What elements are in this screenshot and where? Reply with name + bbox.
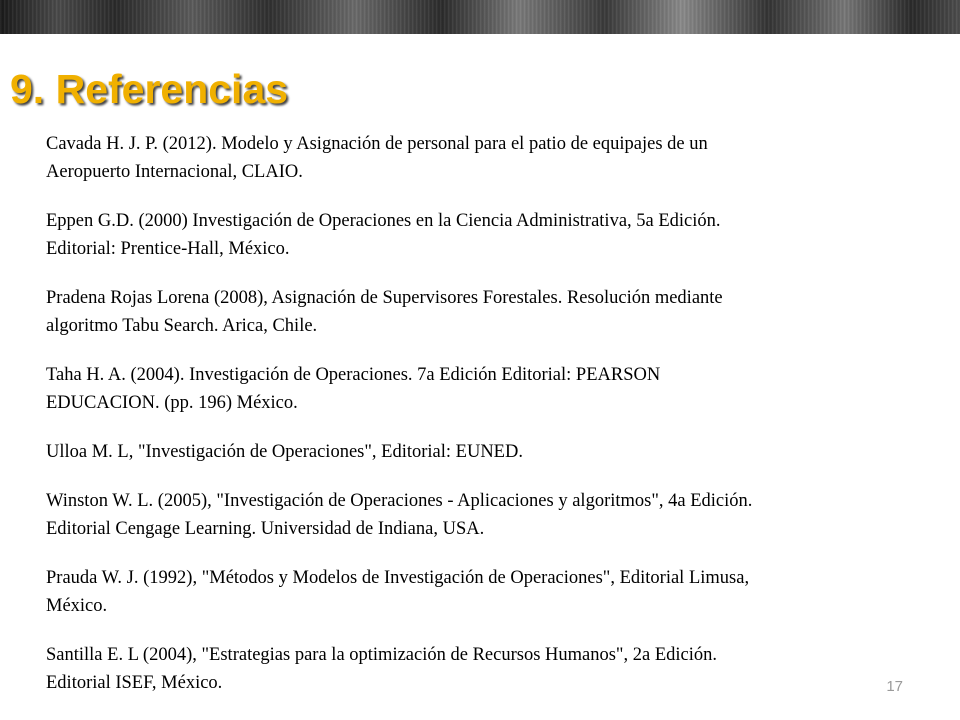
reference-line: Ulloa M. L, "Investigación de Operaciones", Editorial: EUNED. [46, 442, 523, 462]
reference-line: Prauda W. J. (1992), "Métodos y Modelos de Investigación de Operaciones", Editorial Limusa, [46, 568, 750, 588]
reference-line: Taha H. A. (2004). Investigación de Operaciones. 7a Edición Editorial: PEARSON [46, 365, 661, 385]
reference-item [46, 438, 926, 466]
reference-line: Pradena Rojas Lorena (2008), Asignación de Supervisores Forestales. Resolución mediante [46, 288, 723, 308]
reference-item [46, 284, 926, 340]
reference-item [46, 487, 926, 543]
reference-line: Editorial ISEF, México. [46, 673, 223, 693]
reference-line: Santilla E. L (2004), "Estrategias para la optimización de Recursos Humanos", 2a Edición. [46, 645, 717, 665]
page-number: 17 [886, 678, 903, 695]
reference-item [46, 207, 926, 263]
reference-line: Aeropuerto Internacional, CLAIO. [46, 162, 303, 182]
reference-line: Eppen G.D. (2000) Investigación de Operaciones en la Ciencia Administrativa, 5a Edición. [46, 211, 721, 231]
slide-title: 9. Referencias [10, 66, 289, 112]
decorative-header-bar [0, 0, 960, 34]
reference-item [46, 130, 926, 186]
reference-line: Winston W. L. (2005), "Investigación de Operaciones - Aplicaciones y algoritmos", 4a Edición. [46, 491, 753, 511]
reference-item [46, 641, 926, 697]
reference-line: Editorial: Prentice-Hall, México. [46, 239, 290, 259]
reference-item [46, 361, 926, 417]
reference-item [46, 564, 926, 620]
reference-list [46, 130, 926, 718]
reference-line: México. [46, 596, 108, 616]
reference-line: Cavada H. J. P. (2012). Modelo y Asignación de personal para el patio de equipajes de un [46, 134, 708, 154]
reference-line: Editorial Cengage Learning. Universidad de Indiana, USA. [46, 519, 485, 539]
reference-line: EDUCACION. (pp. 196) México. [46, 393, 298, 413]
reference-line: algoritmo Tabu Search. Arica, Chile. [46, 316, 318, 336]
